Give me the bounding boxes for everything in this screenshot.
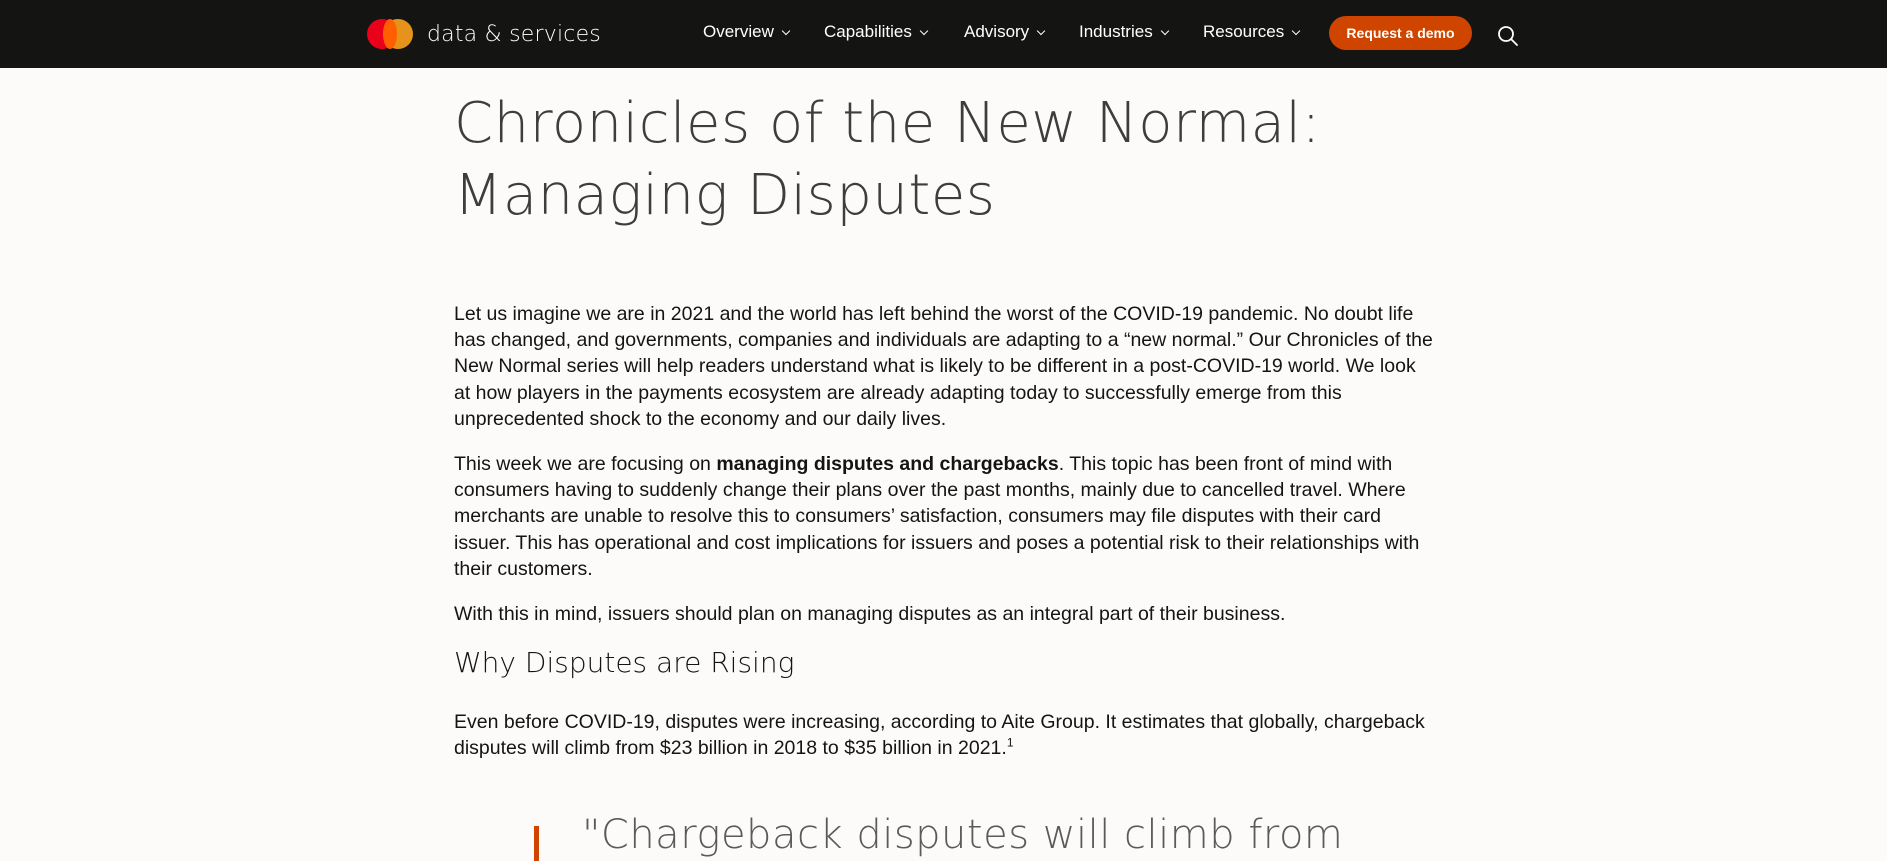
top-navigation-bar: [0, 0, 1887, 68]
article-title-line-1: Chronicles of the New Normal:: [454, 91, 1321, 156]
chevron-down-icon: [1160, 26, 1168, 34]
intro-paragraph: Let us imagine we are in 2021 and the world has left behind the worst of the COVID-19 pandemic. No doubt life has changed, and governments, companies and individuals are adapting to a “new normal.” Our Chronicles of the New Normal series will help readers understand what is likely to be different in a post-COVID-19 world. We look at how players in the payments ecosystem are already adapting today to successfully emerge from this unprecedented shock to the economy and our daily lives.: [454, 303, 1433, 430]
brand-link[interactable]: [367, 17, 601, 51]
quote-accent-bar: [534, 826, 539, 861]
focus-prefix: This week we are focusing on: [454, 453, 717, 475]
footnote-ref[interactable]: 1: [1006, 735, 1014, 750]
nav-capabilities[interactable]: [824, 22, 927, 42]
chevron-down-icon: [920, 26, 928, 34]
nav-advisory[interactable]: [964, 22, 1044, 42]
focus-topic-bold: managing disputes and chargebacks: [716, 453, 1059, 475]
mastercard-logo-icon: [367, 19, 413, 49]
nav-overview-label: Overview: [703, 22, 774, 41]
nav-overview[interactable]: [703, 22, 789, 42]
nav-resources-label: Resources: [1203, 22, 1285, 41]
nav-capabilities-label: Capabilities: [824, 22, 912, 41]
chevron-down-icon: [782, 26, 790, 34]
rising-text: Even before COVID-19, disputes were increasing, according to Aite Group. It estimates that globally, chargeback disputes will climb from $23 billion in 2018 to $35 billion in 2021.: [454, 711, 1425, 760]
pull-quote: "Chargeback disputes will climb from: [582, 812, 1344, 858]
chevron-down-icon: [1292, 26, 1300, 34]
article-title: [454, 88, 1354, 232]
nav-resources[interactable]: [1203, 22, 1299, 42]
section-heading: Why Disputes are Rising: [454, 646, 795, 679]
article-title-line-2: Managing Disputes: [454, 163, 996, 228]
plan-paragraph: With this in mind, issuers should plan on managing disputes as an integral part of their business.: [454, 603, 1286, 625]
chevron-down-icon: [1037, 26, 1045, 34]
brand-name: data & services: [427, 21, 601, 47]
nav-industries[interactable]: [1079, 22, 1168, 42]
focus-paragraph: [454, 451, 1434, 582]
request-demo-button[interactable]: Request a demo: [1329, 16, 1472, 50]
nav-industries-label: Industries: [1079, 22, 1153, 41]
search-icon[interactable]: [1497, 25, 1519, 47]
focus-suffix: . This topic has been front of mind with consumers having to suddenly change their plans over the past months, mainly due to cancelled travel. Where merchants are unable to resolve this to consumers’ satisfaction, consumers may file disputes with their card issuer. This has operational and cost implications for issuers and poses a potential risk to their relationships with their customers.: [454, 453, 1420, 580]
nav-advisory-label: Advisory: [964, 22, 1030, 41]
rising-paragraph: [454, 709, 1434, 761]
